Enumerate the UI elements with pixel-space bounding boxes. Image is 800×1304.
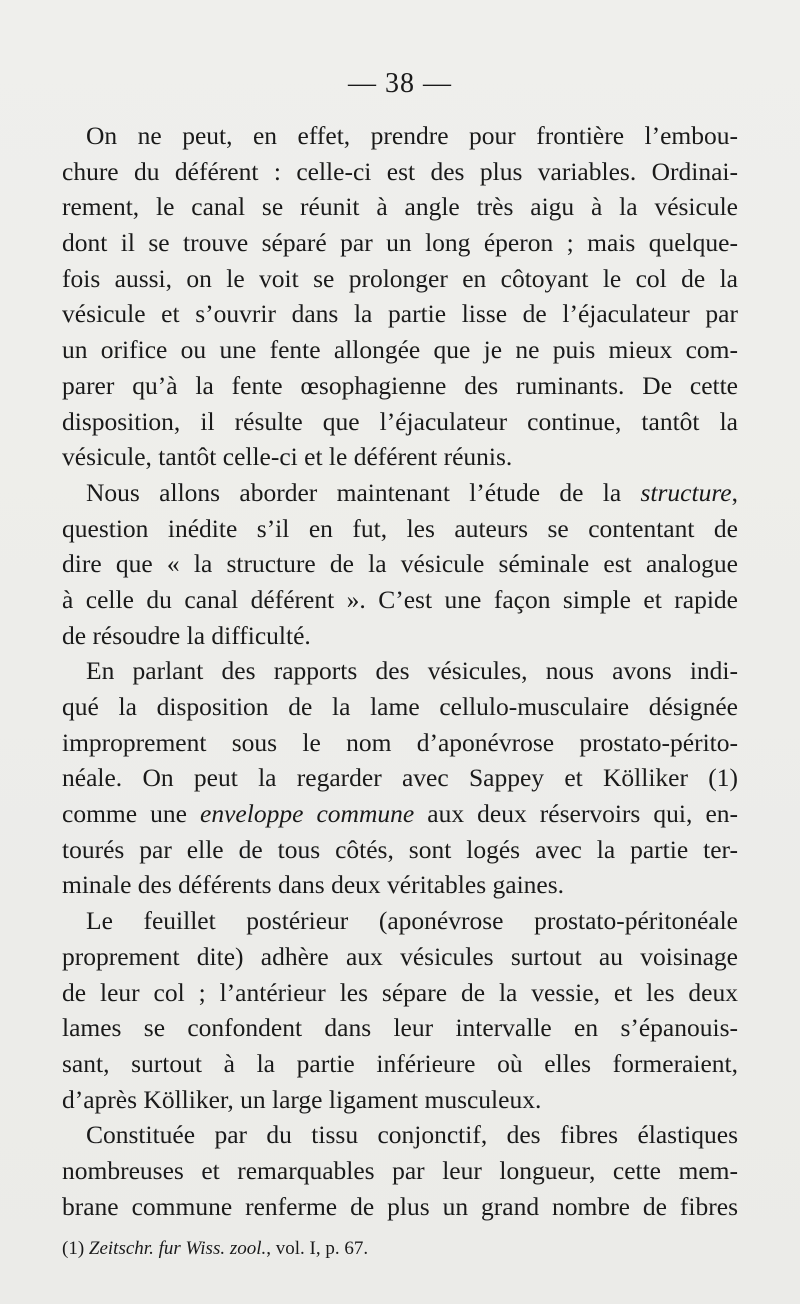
text-run: de leur col ; l’antérieur les sépare de la vessie, et les deux bbox=[62, 977, 738, 1007]
text-run: chure du déférent : celle-ci est des plus variables. Ordinai- bbox=[62, 156, 738, 186]
text-run: On ne peut, en effet, prendre pour frontière l’embou- bbox=[86, 121, 738, 150]
page-number: — 38 — bbox=[348, 68, 452, 99]
body-text bbox=[62, 118, 738, 1224]
text-run: question inédite s’il en fut, les auteurs se contentant de bbox=[62, 513, 738, 543]
text-run: parer qu’à la fente œsophagienne des ruminants. De cette bbox=[62, 370, 738, 400]
footnote bbox=[62, 1238, 368, 1260]
text-line bbox=[62, 867, 738, 903]
text-run: néale. On peut la regarder avec Sappey et Kölliker (1) bbox=[62, 763, 738, 793]
text-run: minale des déférents dans deux véritables gaines. bbox=[62, 870, 565, 900]
text-line bbox=[62, 689, 738, 725]
text-run: sant, surtout à la partie inférieure où elles formeraient, bbox=[62, 1048, 738, 1078]
text-run: vésicule, tantôt celle-ci et le déférent réunis. bbox=[62, 442, 513, 472]
text-run: d’après Kölliker, un large ligament musculeux. bbox=[62, 1084, 542, 1114]
text-line bbox=[62, 118, 738, 154]
text-line bbox=[62, 332, 738, 368]
text-run: tourés par elle de tous côtés, sont logés avec la partie ter- bbox=[62, 834, 738, 864]
text-line bbox=[62, 546, 738, 582]
italic-text: structure bbox=[640, 477, 732, 507]
text-line bbox=[62, 903, 738, 939]
text-line bbox=[62, 189, 738, 225]
text-run: dont il se trouve séparé par un long éperon ; mais quelque- bbox=[62, 228, 738, 258]
text-line bbox=[62, 154, 738, 190]
text-run: brane commune renferme de plus un grand nombre de fibres bbox=[62, 1191, 738, 1221]
footnote-text: (1) bbox=[62, 1238, 89, 1259]
text-run: Nous allons aborder maintenant l’étude de la bbox=[86, 477, 641, 507]
text-run: nombreuses et remarquables par leur longueur, cette mem- bbox=[62, 1155, 738, 1185]
text-run: , bbox=[731, 477, 738, 507]
text-line bbox=[62, 975, 738, 1011]
text-line bbox=[62, 296, 738, 332]
text-line bbox=[62, 261, 738, 297]
text-line bbox=[62, 1153, 738, 1189]
text-line bbox=[62, 832, 738, 868]
text-line bbox=[62, 653, 738, 689]
text-line bbox=[62, 404, 738, 440]
text-line bbox=[62, 796, 738, 832]
italic-text: enveloppe commune bbox=[200, 799, 415, 829]
text-line bbox=[62, 1082, 738, 1118]
text-line bbox=[62, 225, 738, 261]
text-line bbox=[62, 760, 738, 796]
text-line bbox=[62, 511, 738, 547]
text-run: rement, le canal se réunit à angle très aigu à la vésicule bbox=[62, 192, 738, 222]
text-line bbox=[62, 1117, 738, 1153]
text-run: Constituée par du tissu conjonctif, des fibres élastiques bbox=[86, 1120, 738, 1150]
footnote-source: Zeitschr. fur Wiss. zool. bbox=[88, 1238, 267, 1259]
text-run: Le feuillet postérieur (aponévrose prostato-péritonéale bbox=[86, 906, 738, 936]
text-line bbox=[62, 439, 738, 475]
text-run: lames se confondent dans leur intervalle en s’épanouis- bbox=[62, 1013, 738, 1043]
text-run: de résoudre la difficulté. bbox=[62, 620, 311, 650]
text-run: vésicule et s’ouvrir dans la partie lisse de l’éjaculateur par bbox=[62, 299, 738, 329]
text-run: proprement dite) adhère aux vésicules surtout au voisinage bbox=[62, 941, 738, 971]
footnote-text: , vol. I, p. 67. bbox=[266, 1238, 369, 1259]
text-run: un orifice ou une fente allongée que je ne puis mieux com- bbox=[62, 335, 738, 365]
text-run: disposition, il résulte que l’éjaculateur continue, tantôt la bbox=[62, 406, 738, 436]
text-line bbox=[62, 1010, 738, 1046]
text-line bbox=[62, 368, 738, 404]
text-run: à celle du canal déférent ». C’est une façon simple et rapide bbox=[62, 584, 738, 614]
text-run: dire que « la structure de la vésicule séminale est analogue bbox=[62, 549, 738, 579]
text-run: comme une bbox=[62, 799, 201, 829]
text-run: aux deux réservoirs qui, en- bbox=[414, 799, 739, 829]
text-line bbox=[62, 618, 738, 654]
text-run: En parlant des rapports des vésicules, nous avons indi- bbox=[86, 656, 738, 686]
text-line bbox=[62, 1189, 738, 1225]
text-line bbox=[62, 1046, 738, 1082]
text-line bbox=[62, 475, 738, 511]
text-line bbox=[62, 725, 738, 761]
text-line bbox=[62, 939, 738, 975]
text-run: qué la disposition de la lame cellulo-musculaire désignée bbox=[62, 692, 738, 721]
text-run: improprement sous le nom d’aponévrose prostato-périto- bbox=[62, 727, 738, 757]
text-run: fois aussi, on le voit se prolonger en côtoyant le col de la bbox=[62, 263, 738, 293]
text-line bbox=[62, 582, 738, 618]
